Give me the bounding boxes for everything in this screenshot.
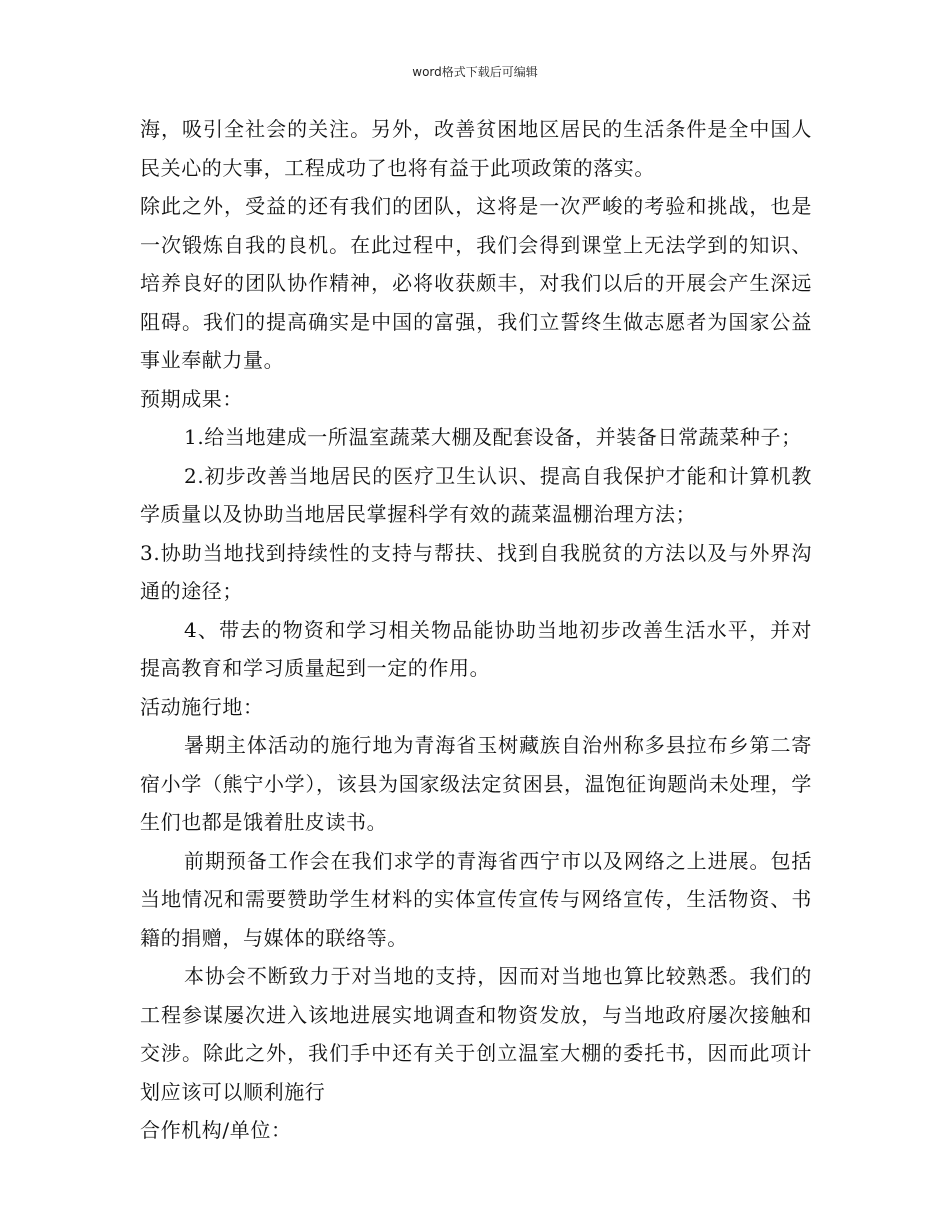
paragraph-preparation: 前期预备工作会在我们求学的青海省西宁市以及网络之上进展。包括当地情况和需要赞助学生材料的实体宣传宣传与网络宣传，生活物资、书籍的捐赠，与媒体的联络等。 <box>140 848 812 950</box>
heading-activity-location: 活动施行地： <box>140 694 264 719</box>
heading-expected-results: 预期成果： <box>140 386 243 411</box>
page-header: word格式下载后可编辑 <box>412 65 538 79</box>
paragraph-location-main: 暑期主体活动的施行地为青海省玉树藏族自治州称多县拉布乡第二寄宿小学（熊宁小学），该县为国家级法定贫困县，温饱征询题尚未处理，学生们也都是饿着肚皮读书。 <box>140 733 812 834</box>
list-item-result-4: 4、带去的物资和学习相关物品能协助当地初步改善生活水平，并对提高教育和学习质量起到一定的作用。 <box>140 617 812 680</box>
paragraph-team-benefit: 除此之外，受益的还有我们的团队，这将是一次严峻的考验和挑战，也是一次锻炼自我的良机。在此过程中，我们会得到课堂上无法学到的知识、培养良好的团队协作精神，必将收获颇丰，对我们以后的开展会产生深远阻碍。我们的提高确实是中国的富强，我们立誓终生做志愿者为国家公益事业奉献力量。 <box>140 194 812 372</box>
paragraph-association-support: 本协会不断致力于对当地的支持，因而对当地也算比较熟悉。我们的工程参谋屡次进入该地进展实地调查和物资发放，与当地政府屡次接触和交涉。除此之外，我们手中还有关于创立温室大棚的委托书，因而此项计划应该可以顺利施行 <box>140 964 812 1104</box>
document-body <box>140 110 812 1150</box>
paragraph-intro-continuation: 海，吸引全社会的关注。另外，改善贫困地区居民的生活条件是全中国人民关心的大事，工程成功了也将有益于此项政策的落实。 <box>140 117 812 180</box>
heading-partner-organizations: 合作机构/单位： <box>140 1118 292 1142</box>
list-item-result-2: 2.初步改善当地居民的医疗卫生认识、提高自我保护才能和计算机教学质量以及协助当地居民掌握科学有效的蔬菜温棚治理方法； <box>140 463 812 526</box>
list-item-result-3: 3.协助当地找到持续性的支持与帮扶、找到自我脱贫的方法以及与外界沟通的途径； <box>140 540 812 603</box>
list-item-result-1: 1.给当地建成一所温室蔬菜大棚及配套设备，并装备日常蔬菜种子； <box>184 425 802 449</box>
